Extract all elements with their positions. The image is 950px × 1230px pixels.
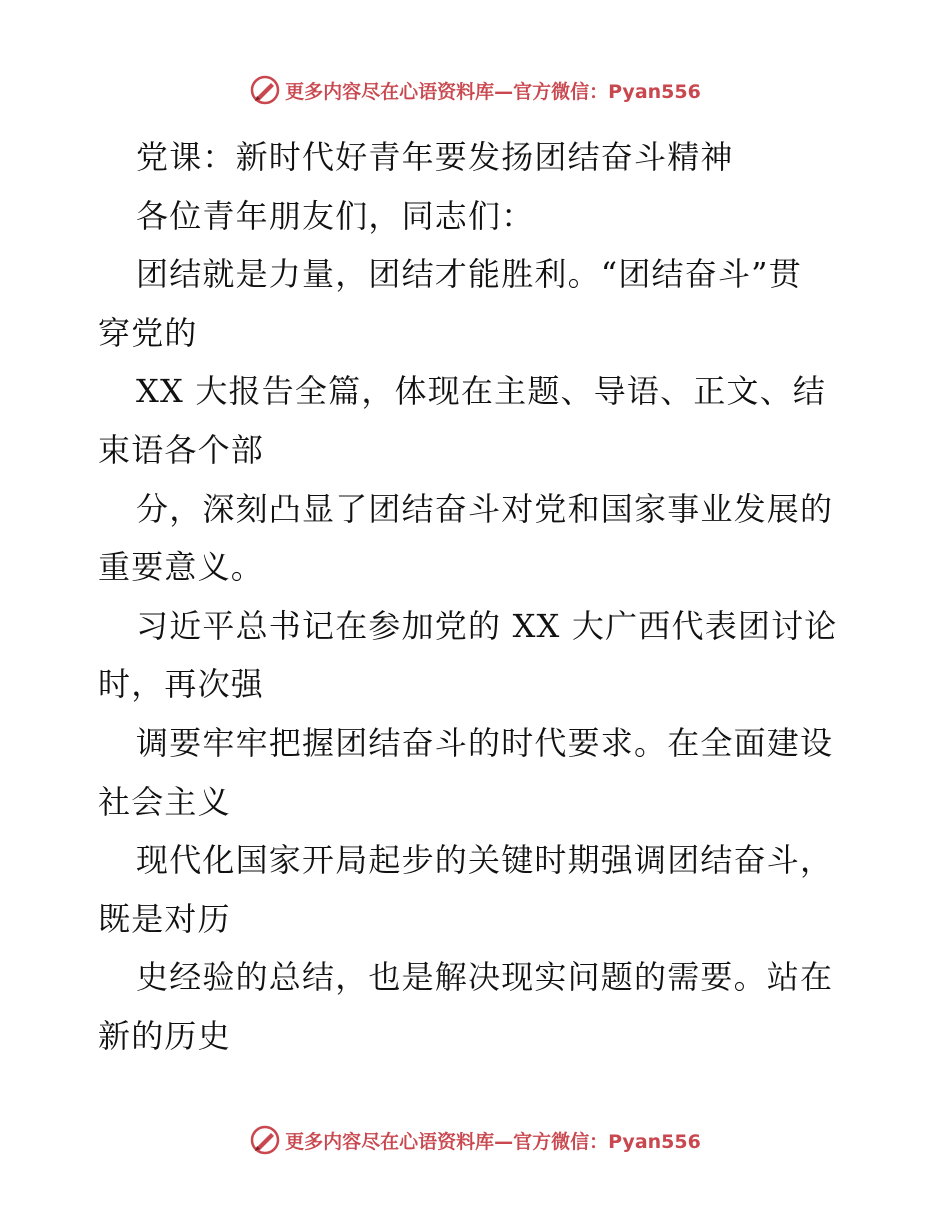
header-banner: [0, 70, 950, 110]
salutation: 各位青年朋友们，同志们：: [136, 196, 535, 235]
paragraph-line: 习近平总书记在参加党的 XX 大广西代表团讨论: [136, 606, 838, 645]
paragraph-line: 团结就是力量，团结才能胜利。“团结奋斗”贯: [136, 255, 802, 294]
paragraph-line: 社会主义: [98, 782, 231, 821]
footer-banner-text: 更多内容尽在心语资料库—官方微信：Pyan556: [285, 1130, 701, 1153]
paragraph-line: 调要牢牢把握团结奋斗的时代要求。在全面建设: [136, 723, 834, 762]
document-title: 党课：新时代好青年要发扬团结奋斗精神: [136, 138, 734, 176]
header-banner-text: 更多内容尽在心语资料库—官方微信：Pyan556: [285, 80, 701, 103]
paragraph-line: XX 大报告全篇，体现在主题、导语、正文、结: [136, 372, 827, 411]
paragraph-line: 史经验的总结，也是解决现实问题的需要。站在: [136, 958, 834, 997]
paragraph-line: 分，深刻凸显了团结奋斗对党和国家事业发展的: [136, 489, 834, 528]
paragraph-line: 现代化国家开局起步的关键时期强调团结奋斗，: [136, 841, 834, 880]
paragraph-line: 新的历史: [98, 1016, 231, 1055]
paragraph-line: 重要意义。: [98, 548, 265, 587]
paragraph-line: 时，再次强: [98, 665, 265, 704]
footer-banner: [0, 1120, 950, 1160]
document-body: [98, 128, 858, 1066]
paragraph-line: 穿党的: [98, 313, 198, 352]
pen-logo-icon: [249, 74, 281, 106]
paragraph-line: 既是对历: [98, 899, 231, 938]
pen-logo-icon: [249, 1124, 281, 1156]
paragraph-line: 束语各个部: [98, 430, 265, 469]
